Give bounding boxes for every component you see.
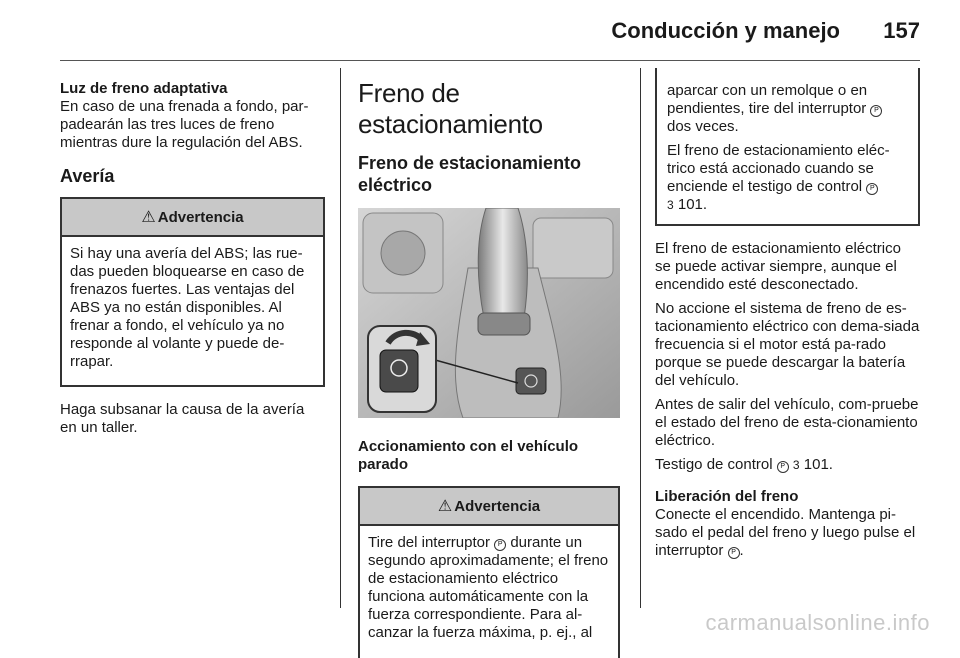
subheading-operation-stationary: Accionamiento con el vehículo parado [358, 438, 579, 473]
column-separator-2 [640, 68, 641, 608]
subheading-brake-release: Liberación del freno [655, 488, 799, 505]
column-2 [358, 78, 623, 658]
page-reference-icon: 3 [792, 458, 800, 472]
paragraph-always-activate: El freno de estacionamiento eléctrico se puede activar siempre, aunque el encendido esté desconectado. [655, 240, 901, 293]
running-header: Conducción y manejo [611, 18, 840, 43]
paragraph-brake-release: Conecte el encendido. Mantenga pi-sado el pedal del freno y luego pulse el interruptor P . [655, 506, 916, 559]
warning-text: Si hay una avería del ABS; las rue-das pueden bloquearse en caso de frenazos fuertes. Las ventajas del ABS ya no están disponibles. Al frenar a fondo, el vehículo ya no responde al volante y puede de-rrapar. [70, 245, 305, 370]
warning-title: Advertencia [157, 208, 244, 226]
paragraph-battery-warning: No accione el sistema de freno de es-tacionamiento eléctrico con dema-siada frecuencia si el motor está pa-rado porque se puede descargar la batería del vehículo. [655, 300, 920, 389]
warning-triangle-icon: ⚠ [141, 209, 156, 226]
column-separator-1 [340, 68, 341, 608]
warning-text: Tire del interruptor P durante un segundo aproximadamente; el freno de estacionamiento eléctrico funciona automáticamente con la fuerza correspondiente. Para al-canzar la fuerza máxima, p. ej., al [368, 534, 609, 641]
parking-brake-switch-icon [358, 208, 620, 418]
warning-continuation-text: aparcar con un remolque o en pendientes, tire del interruptor P dos veces. [667, 82, 908, 136]
parking-brake-icon: P [494, 539, 506, 551]
parking-brake-icon: P [728, 547, 740, 559]
paragraph-check-status: Antes de salir del vehículo, com-pruebe el estado del freno de esta-cionamiento eléctrico. [655, 396, 919, 449]
watermark-logo: carmanualsonline.info [705, 610, 930, 635]
page-reference-icon: 3 [667, 198, 674, 212]
warning-triangle-icon: ⚠ [437, 498, 453, 515]
page-number: 157 [883, 18, 920, 43]
warning-box-continued [655, 68, 920, 226]
section-heading-adaptive-brake-light: Luz de freno adaptativa [60, 80, 228, 97]
warning-header [62, 199, 323, 237]
warning-control-light-text: El freno de estacionamiento eléc-trico está accionado cuando se enciende el testigo de control P 3 101. [667, 142, 890, 213]
section-heading-fault: Avería [60, 166, 115, 186]
paragraph-control-light: Testigo de control P 3 101. [655, 456, 833, 473]
parking-brake-icon: P [866, 183, 878, 195]
parking-brake-photo [358, 208, 620, 418]
subheading-electric-parking-brake: Freno de estacionamiento eléctrico [358, 153, 582, 195]
paragraph-adaptive-brake-light: En caso de una frenada a fondo, par-padearán las tres luces de freno mientras dure la regulación del ABS. [60, 98, 309, 151]
parking-brake-icon: P [777, 461, 789, 473]
column-1 [60, 80, 325, 437]
warning-title: Advertencia [454, 497, 541, 515]
paragraph-workshop: Haga subsanar la causa de la avería en un taller. [60, 401, 305, 436]
warning-header [360, 488, 618, 526]
warning-box-abs [60, 197, 325, 387]
section-heading-parking-brake: Freno de estacionamiento [358, 78, 543, 139]
warning-box-parking-brake [358, 486, 620, 658]
header-rule [60, 60, 920, 61]
parking-brake-icon: P [870, 105, 882, 117]
column-3 [655, 68, 920, 560]
